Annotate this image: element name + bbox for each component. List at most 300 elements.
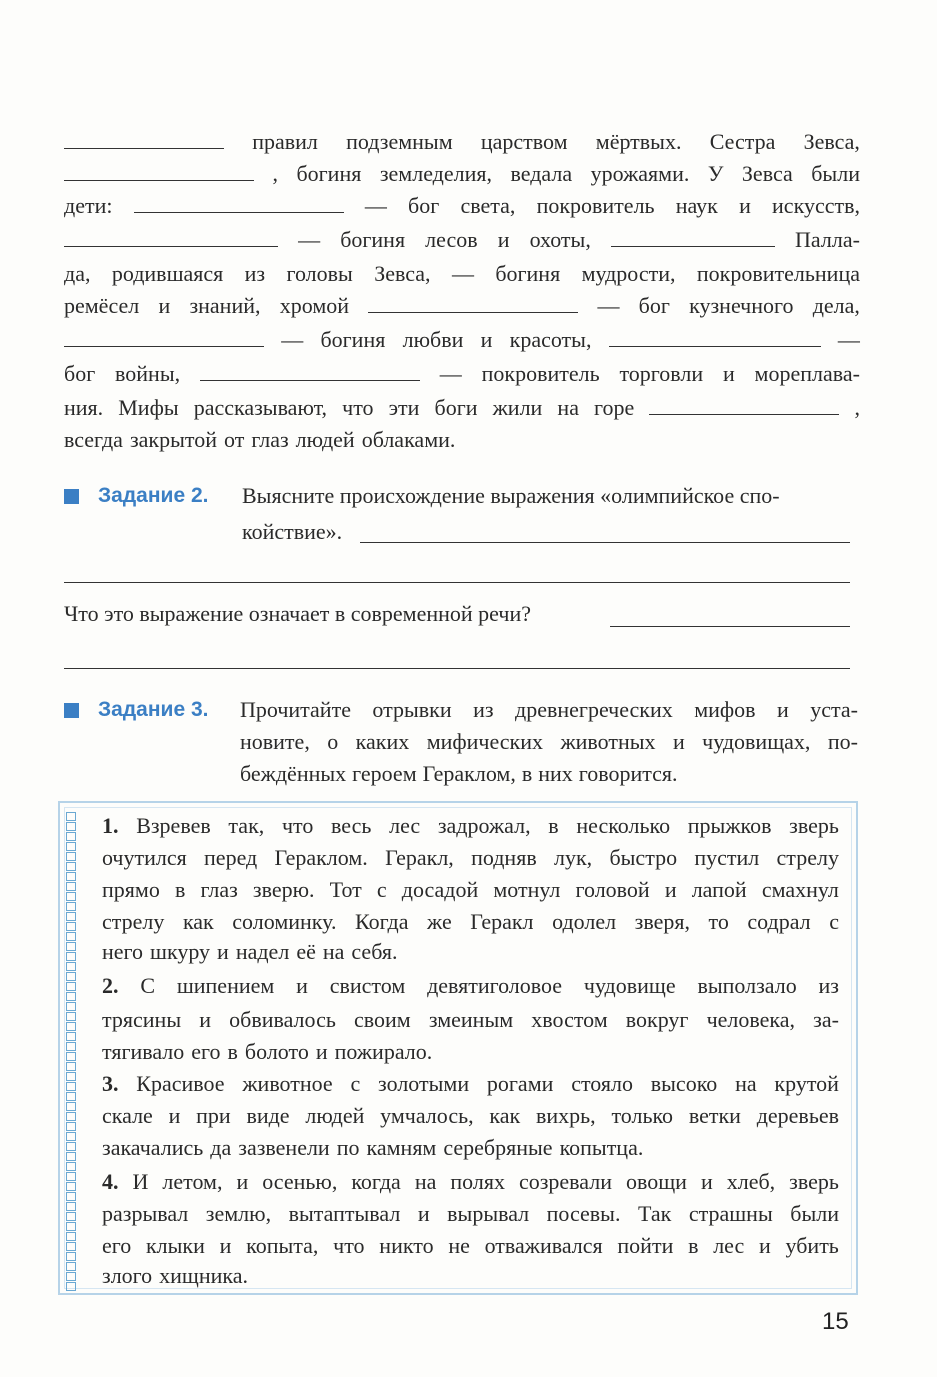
word: прыжков xyxy=(687,813,772,838)
word: зверю. xyxy=(252,877,315,902)
word: на xyxy=(735,1071,757,1096)
word: лапой xyxy=(691,877,747,902)
word: хлеб, xyxy=(726,1169,776,1194)
word: закачались xyxy=(102,1135,204,1160)
word: , xyxy=(272,161,278,186)
word: искусств, xyxy=(772,193,860,218)
word: — xyxy=(597,293,620,318)
border-square-icon xyxy=(66,1272,76,1281)
border-square-icon xyxy=(66,962,76,971)
word: его xyxy=(191,1039,221,1064)
word: него xyxy=(102,939,144,964)
word: ремёсел xyxy=(64,293,140,318)
word: рассказывают, xyxy=(193,395,328,420)
word: своим xyxy=(354,1007,411,1032)
border-square-icon xyxy=(66,1182,76,1191)
border-square-icon xyxy=(66,1192,76,1201)
excerpt-line xyxy=(102,1230,839,1262)
word: С xyxy=(140,973,155,998)
border-square-icon xyxy=(66,1062,76,1071)
fill-in-blank[interactable] xyxy=(64,326,264,347)
word: тягивало xyxy=(102,1039,185,1064)
word: и xyxy=(158,293,171,318)
task-3-line xyxy=(240,726,858,758)
excerpt-line xyxy=(102,1068,839,1100)
decorative-border-icon xyxy=(66,812,80,1292)
word: и xyxy=(199,1007,212,1032)
word: копыта, xyxy=(246,1233,319,1258)
task-3 xyxy=(64,694,860,794)
word: на xyxy=(414,1169,437,1194)
word: быстро xyxy=(609,845,678,870)
word: древнегреческих xyxy=(515,697,673,722)
task-3-label: Задание 3. xyxy=(98,698,209,721)
border-square-icon xyxy=(66,1132,76,1141)
word: содрал xyxy=(747,909,811,934)
word: покровительница xyxy=(696,261,860,286)
excerpt-number: 4. xyxy=(102,1169,119,1194)
fill-in-blank[interactable] xyxy=(64,160,254,181)
word: горе xyxy=(594,395,635,420)
border-square-icon xyxy=(66,1212,76,1221)
word: войны, xyxy=(115,361,181,386)
word: эти xyxy=(388,395,420,420)
task-2 xyxy=(64,480,860,550)
word: Гераклом. xyxy=(274,845,368,870)
word: болото xyxy=(244,1039,309,1064)
word: её xyxy=(296,939,316,964)
border-square-icon xyxy=(66,1152,76,1161)
word: Мифы xyxy=(118,395,179,420)
word: наук xyxy=(675,193,718,218)
word: и xyxy=(296,973,308,998)
word: людей xyxy=(305,1103,365,1128)
word: одолел xyxy=(552,909,617,934)
excerpt-line xyxy=(102,1132,839,1164)
word: Геракл, xyxy=(385,845,454,870)
word: зазвенели xyxy=(238,1135,330,1160)
word: на xyxy=(557,395,579,420)
word: Палла- xyxy=(795,227,860,252)
word: зверя, xyxy=(634,909,690,934)
word: за- xyxy=(813,1007,839,1032)
fill-in-blank[interactable] xyxy=(609,326,821,347)
word: чудовищах, xyxy=(702,729,811,754)
word: животных xyxy=(560,729,656,754)
word: и xyxy=(700,1169,713,1194)
task-2-label: Задание 2. xyxy=(98,484,209,507)
task-marker-icon xyxy=(64,703,79,718)
word: — xyxy=(837,327,860,352)
word: земледелия, xyxy=(379,161,493,186)
excerpt-line xyxy=(102,1100,839,1132)
word: красоты, xyxy=(509,327,592,352)
word: виде xyxy=(246,1103,290,1128)
word: мотнул xyxy=(493,877,561,902)
word: Красивое xyxy=(136,1071,225,1096)
word: из xyxy=(818,973,839,998)
word: царством xyxy=(480,129,568,154)
word: глаз xyxy=(251,427,289,452)
word: были xyxy=(811,161,860,186)
paragraph-line xyxy=(64,224,860,256)
word: змеиным xyxy=(428,1007,514,1032)
word: серебряные xyxy=(443,1135,553,1160)
border-square-icon xyxy=(66,1052,76,1061)
word: разрывал xyxy=(102,1201,189,1226)
word: У xyxy=(707,161,724,186)
word: лук, xyxy=(554,845,593,870)
task-3-line xyxy=(240,694,858,726)
word: надел xyxy=(235,939,290,964)
word: на xyxy=(322,939,345,964)
word: отрывки xyxy=(372,697,452,722)
word: бог xyxy=(64,361,96,386)
word: вихрь, xyxy=(535,1103,596,1128)
word: и xyxy=(417,1201,430,1226)
excerpt-line xyxy=(102,936,839,968)
word: зверь xyxy=(789,813,839,838)
word: и xyxy=(497,227,510,252)
excerpt-line xyxy=(102,1260,839,1292)
word: землю, xyxy=(205,1201,272,1226)
word: то xyxy=(708,909,729,934)
word: что xyxy=(281,813,314,838)
border-square-icon xyxy=(66,832,76,841)
word: богиня xyxy=(495,261,561,286)
word: любви xyxy=(402,327,464,352)
excerpt-line xyxy=(102,1166,839,1198)
word: мифов xyxy=(694,697,756,722)
paragraph-line xyxy=(64,190,860,222)
answer-blank[interactable] xyxy=(360,520,850,543)
word: когда xyxy=(351,1169,401,1194)
border-square-icon xyxy=(66,942,76,951)
word: страшны xyxy=(688,1201,773,1226)
fill-in-blank[interactable] xyxy=(611,226,775,247)
word: полях xyxy=(450,1169,505,1194)
task-2-question: Что это выражение означает в современной речи? xyxy=(64,601,531,626)
word: и xyxy=(672,729,685,754)
word: — xyxy=(298,227,321,252)
fill-in-blank[interactable] xyxy=(64,226,278,247)
border-square-icon xyxy=(66,1042,76,1051)
word: по- xyxy=(827,729,858,754)
word: дела, xyxy=(812,293,860,318)
word: скале xyxy=(102,1103,153,1128)
word: пойти xyxy=(617,1233,674,1258)
word: покровитель xyxy=(481,361,600,386)
word: Так xyxy=(637,1201,672,1226)
excerpt-line xyxy=(102,906,839,938)
word: смахнул xyxy=(761,877,839,902)
word: несколько xyxy=(576,813,671,838)
word: — xyxy=(439,361,462,386)
word: жили xyxy=(492,395,543,420)
word: летом, xyxy=(162,1169,223,1194)
word: и xyxy=(739,193,751,218)
word: и xyxy=(168,1103,181,1128)
word: от xyxy=(223,427,245,452)
word: Геракл xyxy=(470,909,534,934)
word: крутой xyxy=(774,1071,839,1096)
word: с xyxy=(350,1071,361,1096)
paragraph-line xyxy=(64,424,860,456)
excerpt-line xyxy=(102,874,839,906)
word: животное xyxy=(242,1071,333,1096)
border-square-icon xyxy=(66,1012,76,1021)
word: и xyxy=(480,327,493,352)
word: высоко xyxy=(650,1071,718,1096)
word: деревьев xyxy=(756,1103,839,1128)
paragraph-line xyxy=(64,258,860,290)
word: глаз xyxy=(200,877,238,902)
border-square-icon xyxy=(66,882,76,891)
fill-in-blank[interactable] xyxy=(64,128,224,149)
word: родившаяся xyxy=(111,261,224,286)
answer-line[interactable] xyxy=(64,582,850,583)
paragraph-line xyxy=(64,324,860,356)
border-square-icon xyxy=(66,1112,76,1121)
word: выползало xyxy=(697,973,797,998)
word: и xyxy=(315,1039,328,1064)
fill-in-blank[interactable] xyxy=(134,192,344,213)
excerpt-number: 3. xyxy=(102,1071,119,1096)
word: человека, xyxy=(706,1007,796,1032)
word: шкуру xyxy=(150,939,211,964)
fill-in-blank[interactable] xyxy=(368,292,578,313)
word: в xyxy=(227,1039,238,1064)
word: — xyxy=(281,327,304,352)
word: что xyxy=(333,1233,365,1258)
word: — xyxy=(364,193,387,218)
word: кузнечного xyxy=(689,293,794,318)
word: и xyxy=(219,1233,232,1258)
paragraph-line xyxy=(64,126,860,158)
border-square-icon xyxy=(66,1082,76,1091)
border-square-icon xyxy=(66,952,76,961)
word: Зевса, xyxy=(374,261,431,286)
word: головы xyxy=(286,261,353,286)
word: И xyxy=(132,1169,149,1194)
word: соломинку. xyxy=(232,909,337,934)
word: знаний, xyxy=(189,293,261,318)
word: мудрости, xyxy=(581,261,676,286)
border-square-icon xyxy=(66,1122,76,1131)
word: мифических xyxy=(426,729,544,754)
word: весь xyxy=(331,813,372,838)
word: стояло xyxy=(571,1071,633,1096)
word: копытца. xyxy=(559,1135,644,1160)
word: и xyxy=(217,939,229,964)
word: закрытой xyxy=(129,427,217,452)
word: пустил xyxy=(694,845,760,870)
excerpt-line xyxy=(102,1198,839,1230)
word: богиня xyxy=(320,327,386,352)
word: вырывал xyxy=(447,1201,530,1226)
word: шипением xyxy=(176,973,275,998)
word: как xyxy=(489,1103,521,1128)
word: боги xyxy=(434,395,478,420)
word: Взревев xyxy=(136,813,211,838)
word: прямо xyxy=(102,877,160,902)
word: трясины xyxy=(102,1007,182,1032)
word: говорится. xyxy=(578,761,678,786)
word: при xyxy=(196,1103,231,1128)
word: богиня xyxy=(296,161,362,186)
word: да xyxy=(210,1135,232,1160)
word: новите, xyxy=(240,729,310,754)
word: досадой xyxy=(401,877,479,902)
border-square-icon xyxy=(66,912,76,921)
word: хвостом xyxy=(531,1007,608,1032)
word: как xyxy=(182,909,214,934)
border-square-icon xyxy=(66,1262,76,1271)
border-square-icon xyxy=(66,932,76,941)
word: мёртвых. xyxy=(595,129,682,154)
border-square-icon xyxy=(66,1032,76,1041)
word: в xyxy=(548,813,559,838)
border-square-icon xyxy=(66,1022,76,1031)
word: так, xyxy=(228,813,265,838)
task-2-text-cont: койствие». xyxy=(242,519,343,544)
border-square-icon xyxy=(66,1092,76,1101)
word: головой xyxy=(575,877,650,902)
border-square-icon xyxy=(66,902,76,911)
border-square-icon xyxy=(66,992,76,1001)
word: из xyxy=(473,697,494,722)
word: и xyxy=(777,697,789,722)
paragraph-line xyxy=(64,290,860,322)
paragraph-line xyxy=(64,392,860,424)
word: свистом xyxy=(329,973,406,998)
border-square-icon xyxy=(66,1072,76,1081)
word: — xyxy=(451,261,474,286)
word: его xyxy=(102,1233,132,1258)
word: Зевса, xyxy=(803,129,860,154)
border-square-icon xyxy=(66,1162,76,1171)
word: камням xyxy=(366,1135,437,1160)
border-square-icon xyxy=(66,852,76,861)
word: торговли xyxy=(619,361,704,386)
word: и xyxy=(759,1233,771,1258)
word: по xyxy=(336,1135,360,1160)
word: всегда xyxy=(64,427,123,452)
word: посевы. xyxy=(546,1201,621,1226)
border-square-icon xyxy=(66,922,76,931)
border-square-icon xyxy=(66,1172,76,1181)
word: же xyxy=(427,909,452,934)
border-square-icon xyxy=(66,1252,76,1261)
task-2-question-row xyxy=(64,598,860,630)
word: лес xyxy=(389,813,421,838)
word: в xyxy=(174,877,186,902)
word: стрелу xyxy=(102,909,165,934)
word: из xyxy=(244,261,266,286)
word: очутился xyxy=(102,845,187,870)
excerpt-line xyxy=(102,842,839,874)
word: подземным xyxy=(346,129,453,154)
word: людей xyxy=(295,427,355,452)
word: в xyxy=(521,761,533,786)
word: беждённых xyxy=(240,761,347,786)
word: себя. xyxy=(351,939,398,964)
task-marker-icon xyxy=(64,489,79,504)
word: , xyxy=(854,395,860,420)
word: были xyxy=(790,1201,839,1226)
border-square-icon xyxy=(66,1232,76,1241)
word: вокруг xyxy=(625,1007,689,1032)
border-square-icon xyxy=(66,972,76,981)
task-3-line xyxy=(240,758,858,790)
word: облаками. xyxy=(361,427,456,452)
word: никто xyxy=(379,1233,434,1258)
word: света, xyxy=(460,193,516,218)
word: о xyxy=(327,729,339,754)
border-square-icon xyxy=(66,1102,76,1111)
page-number: 15 xyxy=(822,1308,849,1335)
word: и xyxy=(664,877,677,902)
task-2-text: Выясните происхождение выражения «олимпийское спо- xyxy=(242,483,780,508)
word: ния. xyxy=(64,395,104,420)
word: злого xyxy=(102,1263,153,1288)
paragraph-line xyxy=(64,158,860,190)
word: осенью, xyxy=(262,1169,338,1194)
word: покровитель xyxy=(536,193,655,218)
word: ведала xyxy=(510,161,573,186)
border-square-icon xyxy=(66,862,76,871)
word: каких xyxy=(355,729,410,754)
word: героем xyxy=(352,761,417,786)
border-square-icon xyxy=(66,822,76,831)
word: Прочитайте xyxy=(240,697,351,722)
excerpt-number: 2. xyxy=(102,973,119,998)
answer-line[interactable] xyxy=(64,668,850,669)
border-square-icon xyxy=(66,892,76,901)
fill-in-blank[interactable] xyxy=(649,394,839,415)
fill-in-blank[interactable] xyxy=(200,360,420,381)
word: клыки xyxy=(145,1233,205,1258)
word: подняв xyxy=(471,845,537,870)
word: зверь xyxy=(789,1169,839,1194)
word: убить xyxy=(785,1233,839,1258)
word: овощи xyxy=(625,1169,687,1194)
word: урожаями. xyxy=(590,161,690,186)
word: не xyxy=(448,1233,470,1258)
paragraph-line xyxy=(64,358,860,390)
word: Тот xyxy=(329,877,362,902)
border-square-icon xyxy=(66,842,76,851)
border-square-icon xyxy=(66,872,76,881)
word: хромой xyxy=(279,293,350,318)
word: да, xyxy=(64,261,91,286)
word: Сестра xyxy=(709,129,776,154)
word: перед xyxy=(204,845,258,870)
word: золотыми xyxy=(378,1071,470,1096)
word: обвивалось xyxy=(229,1007,336,1032)
excerpt-line xyxy=(102,970,839,1002)
border-square-icon xyxy=(66,1282,76,1291)
word: Когда xyxy=(355,909,409,934)
word: только xyxy=(611,1103,674,1128)
border-square-icon xyxy=(66,1202,76,1211)
border-square-icon xyxy=(66,1222,76,1231)
border-square-icon xyxy=(66,1242,76,1251)
answer-blank[interactable] xyxy=(610,604,850,627)
word: в xyxy=(688,1233,699,1258)
word: с xyxy=(829,909,839,934)
word: рогами xyxy=(486,1071,554,1096)
